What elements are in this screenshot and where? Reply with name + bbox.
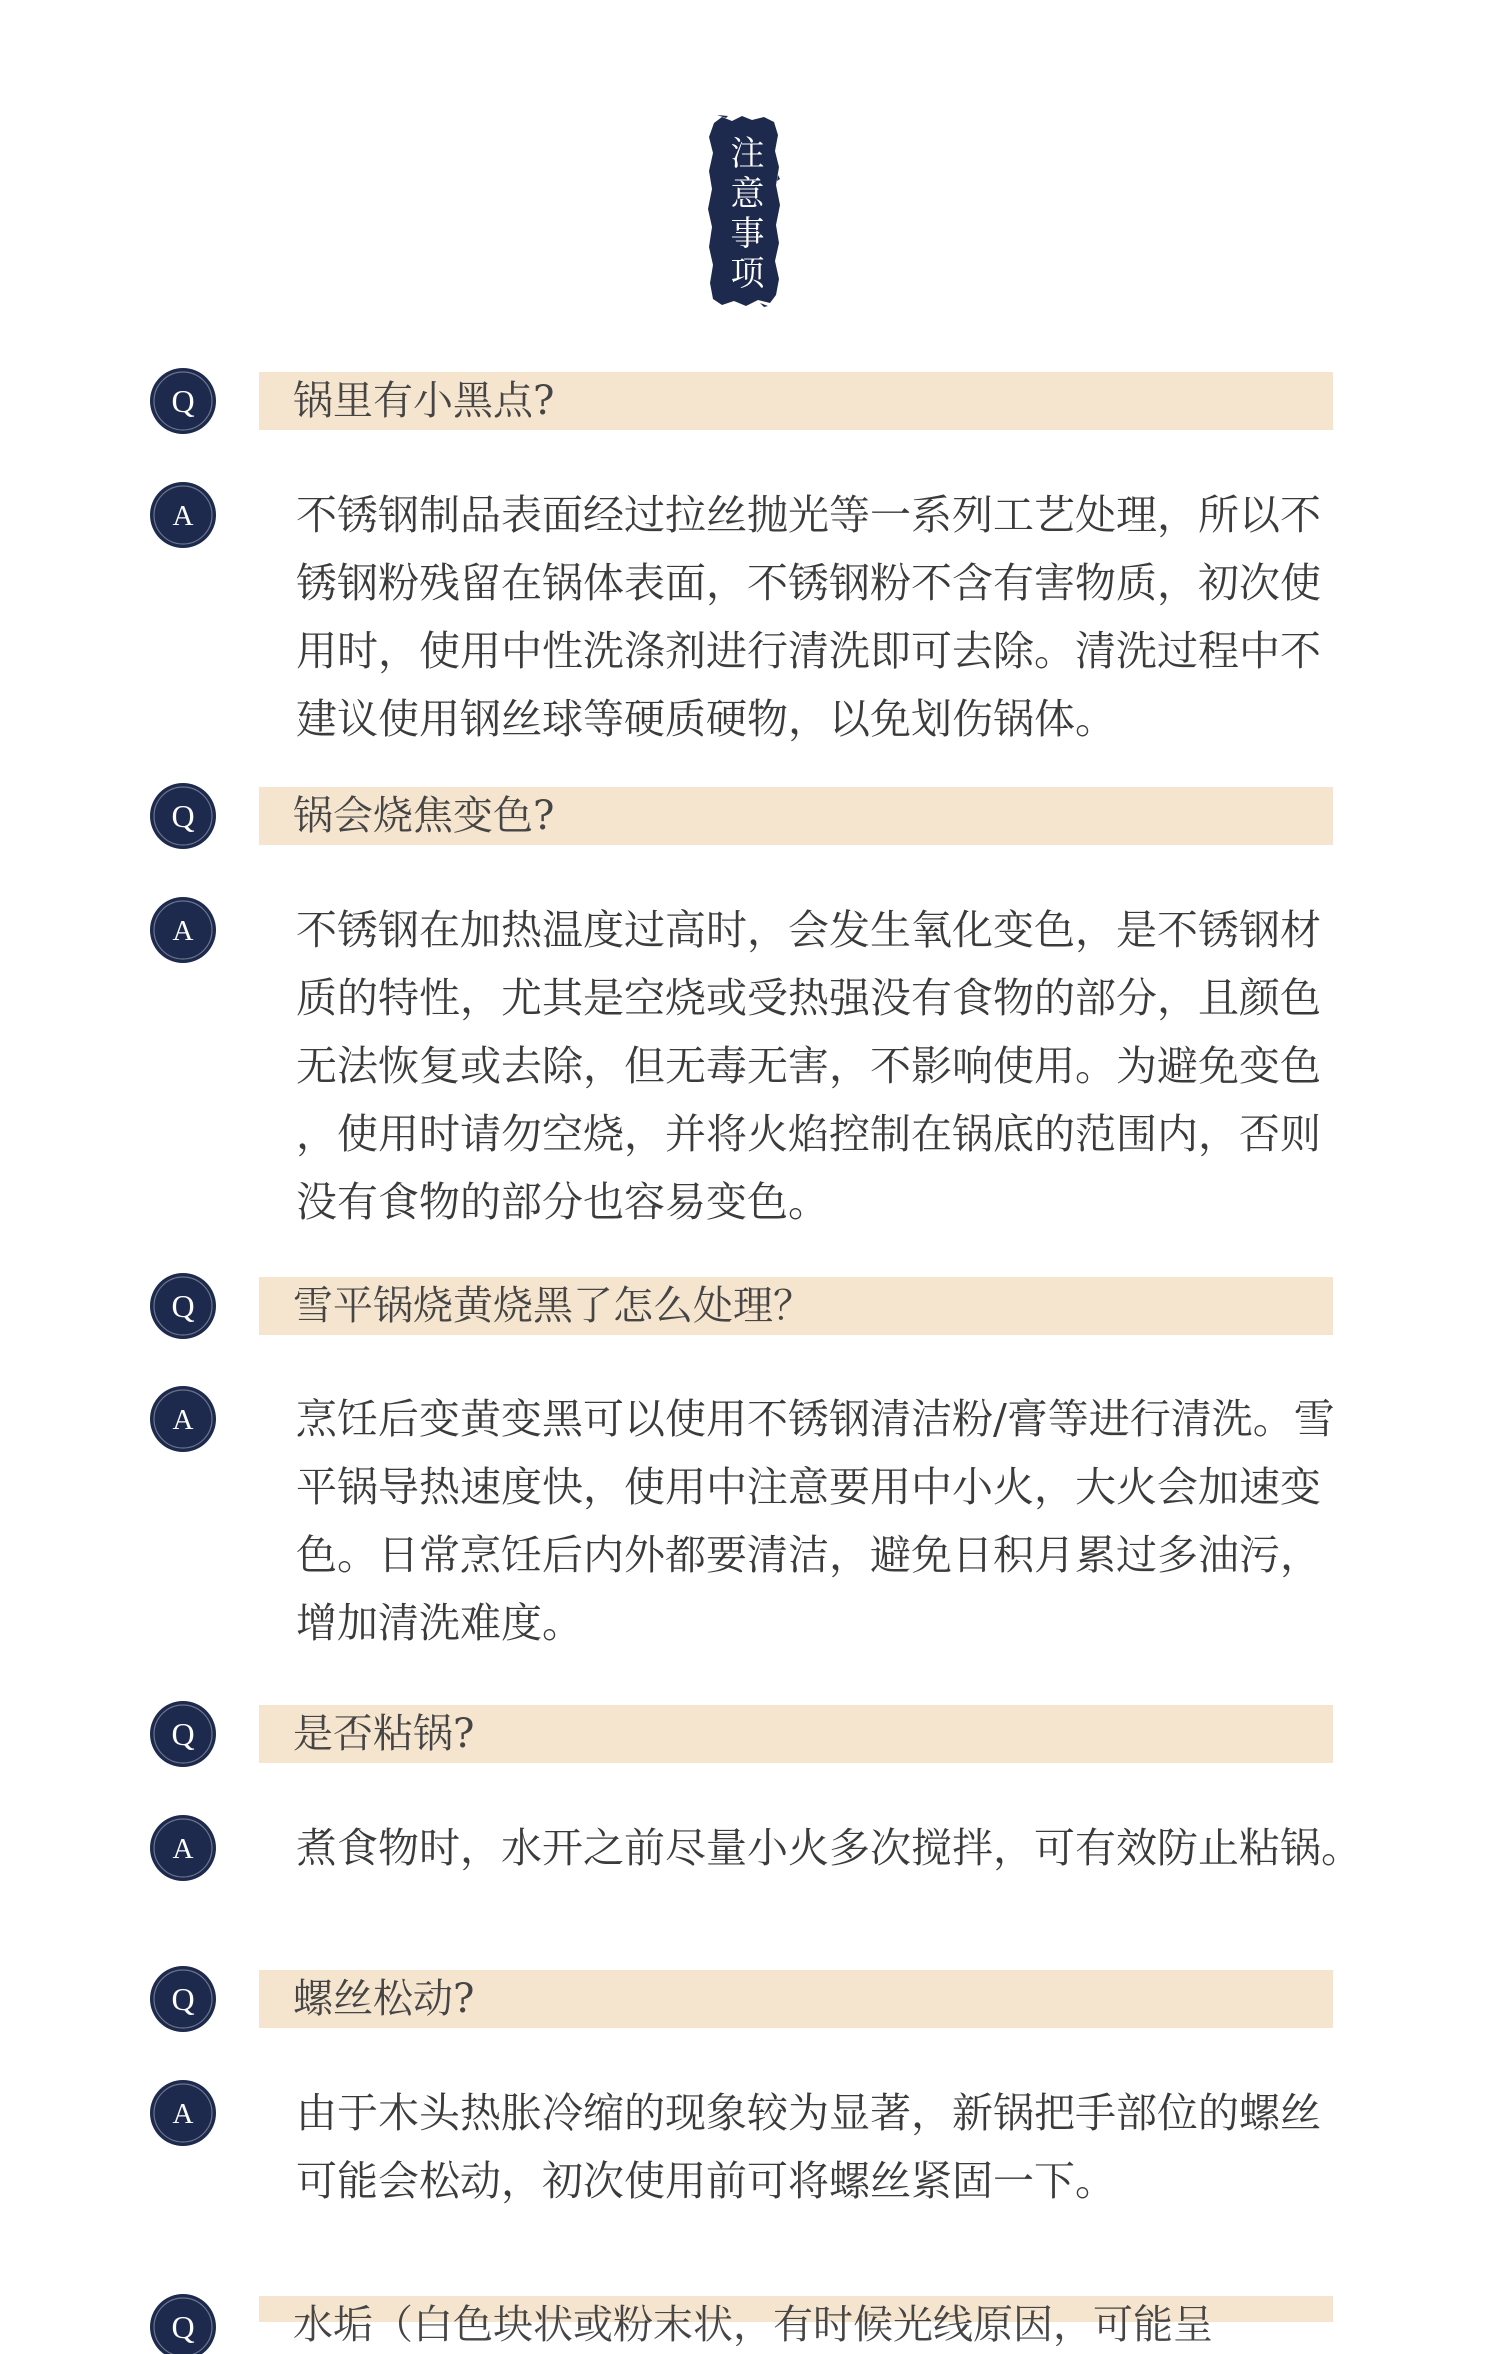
q-badge-letter: Q [171, 1716, 195, 1752]
q-badge-letter: Q [171, 2309, 195, 2345]
a-badge-icon [150, 897, 216, 963]
question-text: 锅会烧焦变色? [293, 793, 555, 839]
answer-line: 锈钢粉残留在锅体表面，不锈钢粉不含有害物质，初次使 [296, 559, 1321, 607]
answer-line: 用时，使用中性洗涤剂进行清洗即可去除。清洗过程中不 [296, 627, 1321, 675]
q-badge-icon [150, 1273, 216, 1339]
answer-text [296, 481, 1321, 753]
question-bar [259, 787, 1333, 845]
answer-line: 没有食物的部分也容易变色。 [296, 1178, 829, 1226]
answer-text [296, 896, 1321, 1236]
answer-line: ，使用时请勿空烧，并将火焰控制在锅底的范围内，否则 [296, 1110, 1321, 1158]
answer-text [296, 1814, 1362, 1882]
answer-line: 质的特性，尤其是空烧或受热强没有食物的部分，且颜色 [296, 974, 1321, 1022]
title-badge [708, 115, 780, 307]
question-bar [259, 1705, 1333, 1763]
question-bar [259, 2296, 1333, 2348]
q-badge-letter: Q [171, 1288, 195, 1324]
a-badge-icon [150, 1386, 216, 1452]
q-badge-letter: Q [171, 1981, 195, 2017]
a-badge-icon [150, 2080, 216, 2146]
q-badge-letter: Q [171, 383, 195, 419]
answer-text [296, 2079, 1321, 2215]
page-title: 注意事项 [724, 135, 764, 295]
question-text: 水垢（白色块状或粉末状，有时候光线原因，可能呈 [293, 2302, 1213, 2348]
question-bar [259, 372, 1333, 430]
question-bar [259, 1277, 1333, 1335]
q-badge-icon [150, 783, 216, 849]
a-badge-letter: A [172, 500, 194, 532]
q-badge-icon [150, 368, 216, 434]
question-text: 螺丝松动? [293, 1976, 475, 2022]
a-badge-letter: A [172, 1833, 194, 1865]
answer-line: 可能会松动，初次使用前可将螺丝紧固一下。 [296, 2157, 1116, 2205]
answer-line: 不锈钢制品表面经过拉丝抛光等一系列工艺处理，所以不 [296, 491, 1321, 539]
q-badge-icon [150, 2294, 216, 2345]
q-badge-icon [150, 1966, 216, 2032]
answer-line: 煮食物时，水开之前尽量小火多次搅拌，可有效防止粘锅。 [296, 1824, 1362, 1872]
answer-line: 增加清洗难度。 [296, 1599, 583, 1647]
answer-line: 无法恢复或去除，但无毒无害，不影响使用。为避免变色 [296, 1042, 1321, 1090]
answer-line: 由于木头热胀冷缩的现象较为显著，新锅把手部位的螺丝 [296, 2089, 1321, 2137]
a-badge-icon [150, 482, 216, 548]
question-text: 锅里有小黑点? [293, 378, 555, 424]
a-badge-letter: A [172, 2098, 194, 2130]
q-badge-icon [150, 1701, 216, 1767]
q-badge-letter: Q [171, 798, 195, 834]
answer-text [296, 1385, 1335, 1657]
question-text: 是否粘锅? [293, 1711, 475, 1757]
answer-line: 烹饪后变黄变黑可以使用不锈钢清洁粉/膏等进行清洗。雪 [296, 1395, 1335, 1443]
question-text: 雪平锅烧黄烧黑了怎么处理？ [293, 1283, 813, 1329]
question-bar [259, 1970, 1333, 2028]
answer-line: 平锅导热速度快，使用中注意要用中小火，大火会加速变 [296, 1463, 1321, 1511]
a-badge-letter: A [172, 915, 194, 947]
answer-line: 色。日常烹饪后内外都要清洁，避免日积月累过多油污， [296, 1531, 1321, 1579]
a-badge-icon [150, 1815, 216, 1881]
answer-line: 建议使用钢丝球等硬质硬物，以免划伤锅体。 [296, 695, 1116, 743]
a-badge-letter: A [172, 1404, 194, 1436]
answer-line: 不锈钢在加热温度过高时，会发生氧化变色，是不锈钢材 [296, 906, 1321, 954]
